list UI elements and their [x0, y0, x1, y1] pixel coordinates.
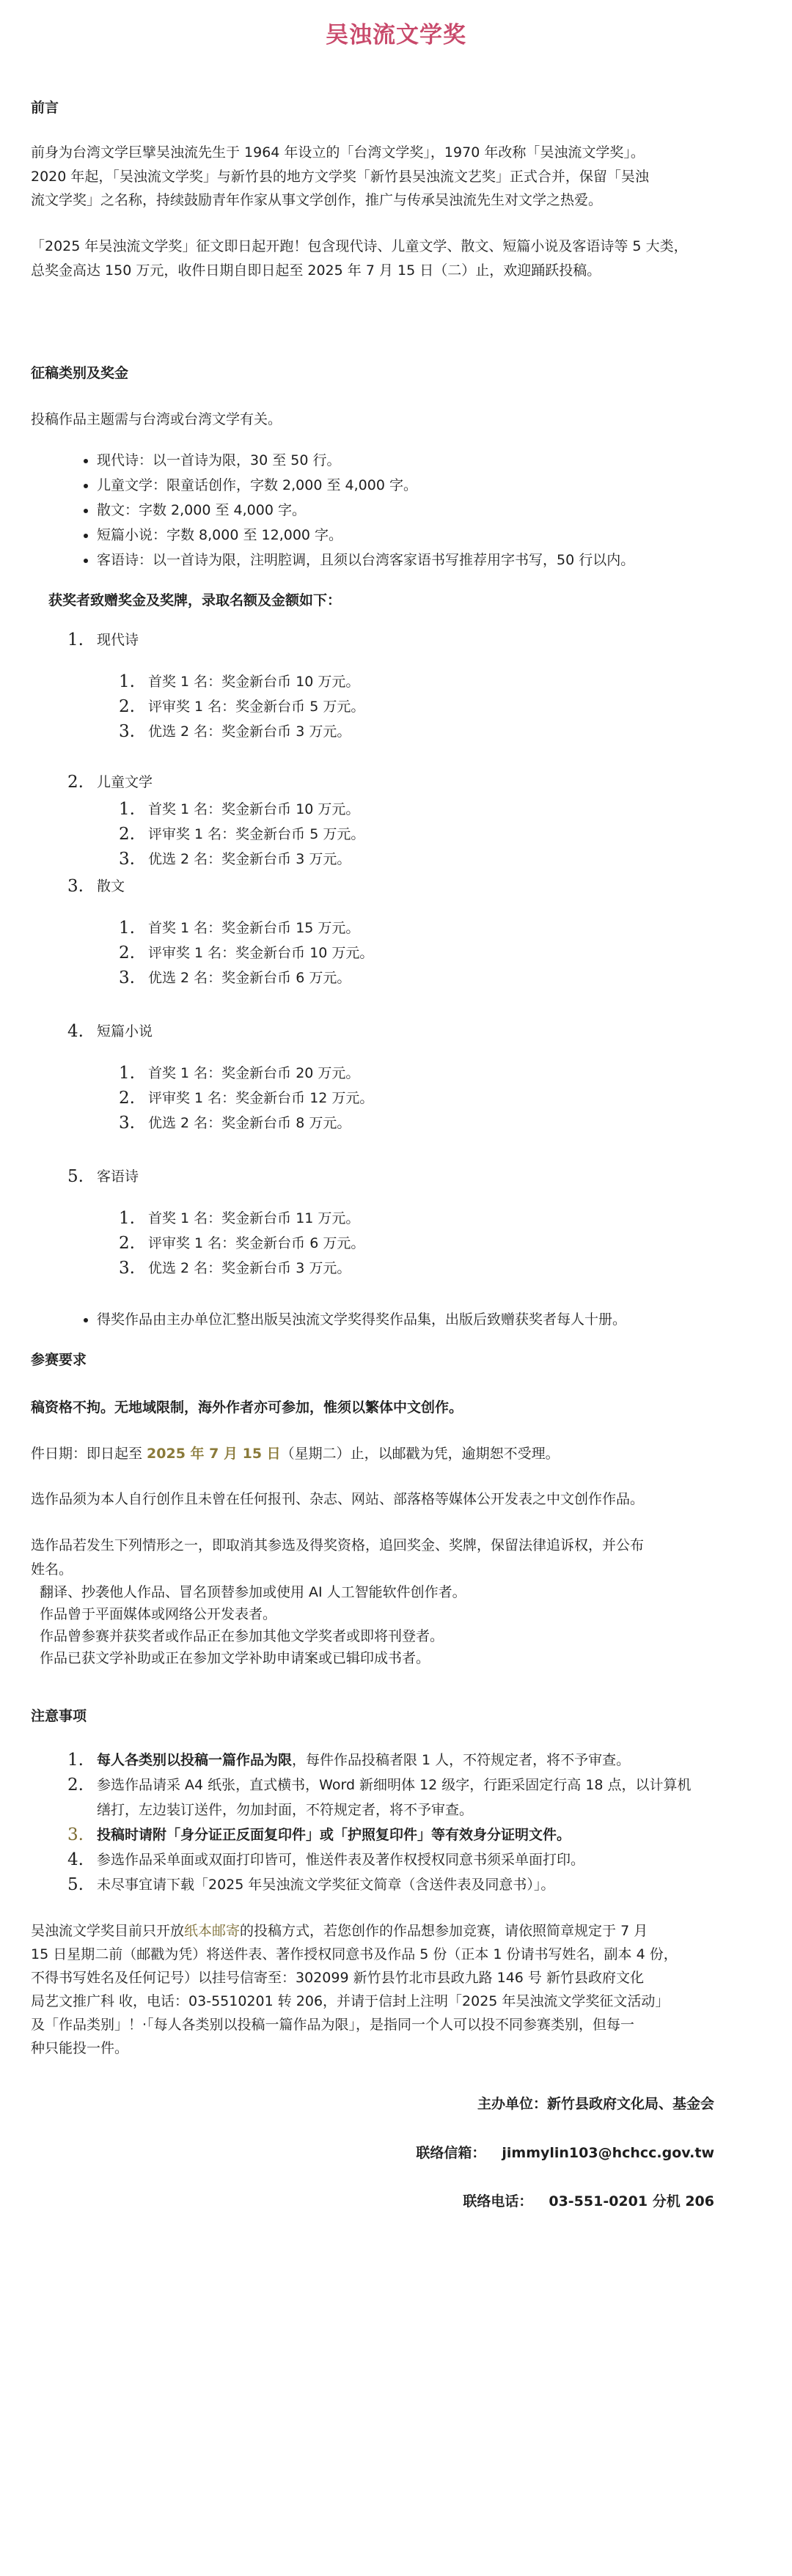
categories-intro: 投稿作品主题需与台湾或台湾文学有关。	[31, 411, 282, 428]
prize-list	[31, 625, 761, 655]
category-list	[31, 448, 761, 573]
mail-only-highlight: 纸本邮寄	[184, 1923, 241, 1940]
prize-category	[67, 625, 761, 655]
page-title: 吴浊流文学奖	[326, 22, 466, 48]
preface-paragraph-2: 「2025 年吴浊流文学奖」征文即日起开跑！包含现代诗、儿童文学、散文、短篇小说及客语诗等 5 大类， 总奖金高达 150 万元，收件日期自即日起至 2025 年 7 月 15 日（二）止，欢迎踊跃投稿。	[31, 238, 688, 279]
list-item: 3. 优选 2 名：奖金新台币 3 万元。	[119, 722, 351, 742]
list-item: 2. 评审奖 1 名：奖金新台币 5 万元。	[119, 825, 365, 844]
article-body	[0, 55, 792, 2214]
list-item: 3. 优选 2 名：奖金新台币 3 万元。	[119, 1259, 351, 1278]
eligibility-text: 稿资格不拘。无地域限制，海外作者亦可参加，惟须以繁体中文创作。	[31, 1399, 463, 1416]
prize-category	[67, 1162, 761, 1191]
list-item: 作品已获文学补助或正在参加文学补助申请案或已辑印成书者。	[40, 1650, 430, 1667]
list-item: 1. 首奖 1 名：奖金新台币 15 万元。	[119, 919, 360, 938]
list-item: • 现代诗：以一首诗为限，30 至 50 行。	[97, 448, 761, 473]
notes-list	[31, 1748, 761, 1897]
preface-heading: 前言	[31, 100, 59, 117]
prize-category-number: 2.	[67, 773, 84, 792]
requirements-heading: 参赛要求	[31, 1352, 87, 1369]
email-line	[31, 2141, 761, 2165]
list-item: 3. 优选 2 名：奖金新台币 8 万元。	[119, 1114, 351, 1133]
list-item: 2. 评审奖 1 名：奖金新台币 10 万元。	[119, 943, 374, 963]
list-item: 3. 优选 2 名：奖金新台币 6 万元。	[119, 968, 351, 988]
list-item: 1. 首奖 1 名：奖金新台币 11 万元。	[119, 1209, 360, 1229]
list-item: 1. 首奖 1 名：奖金新台币 10 万元。	[119, 672, 360, 692]
prize-category-name: 短篇小说	[97, 1023, 153, 1040]
list-item: 1. 首奖 1 名：奖金新台币 10 万元。	[119, 800, 360, 820]
list-item: 1. 每人各类别以投稿一篇作品为限，每件作品投稿者限 1 人，不符规定者，将不予审查。	[67, 1751, 631, 1770]
prize-category-number: 5.	[67, 1167, 84, 1187]
list-item: 2. 评审奖 1 名：奖金新台币 5 万元。	[119, 697, 365, 717]
list-item: • 儿童文学：限童话创作，字数 2,000 至 4,000 字。	[97, 473, 761, 498]
prize-category-name: 儿童文学	[97, 774, 153, 791]
phone-line	[31, 2190, 761, 2214]
deadline-text: 件日期：即日起至 2025 年 7 月 15 日（星期二）止，以邮戳为凭，逾期恕不受理。	[31, 1445, 560, 1462]
email-label: 联络信箱：	[416, 2144, 486, 2161]
disqualification-text: 选作品若发生下列情形之一，即取消其参选及得奖资格，追回奖金、奖牌，保留法律追诉权，并公布 姓名。	[31, 1537, 645, 1578]
list-item: 缮打，左边装订送件，勿加封面，不符规定者，将不予审查。	[97, 1802, 474, 1819]
categories-heading: 征稿类别及奖金	[31, 365, 129, 382]
prize-category-number: 3.	[67, 877, 84, 897]
list-item: • 客语诗：以一首诗为限，注明腔调，且须以台湾客家语书写推荐用字书写，50 行以内。	[97, 548, 761, 573]
list-item: 3. 优选 2 名：奖金新台币 3 万元。	[119, 850, 351, 869]
collection-note: • 得奖作品由主办单位汇整出版吴浊流文学奖得奖作品集，出版后致赠获奖者每人十册。	[97, 1307, 761, 1332]
prize-category-number: 1.	[67, 630, 84, 650]
list-item: 1. 首奖 1 名：奖金新台币 20 万元。	[119, 1064, 360, 1083]
prize-sublist	[31, 916, 761, 990]
prize-list	[31, 872, 761, 901]
disqualification-list	[31, 1581, 761, 1669]
list-item: 2. 参选作品请采 A4 纸张，直式横书，Word 新细明体 12 级字，行距采固定行高 18 点，以计算机	[67, 1775, 692, 1795]
closing-paragraph: 吴浊流文学奖目前只开放纸本邮寄的投稿方式，若您创作的作品想参加竞赛，请依照简章规定于 7 月 15 日星期二前（邮戳为凭）将送件表、著作授权同意书及作品 5 份（正本 1 份请书写姓名，副本 4 份， 不得书写姓名及任何记号）以挂号信寄至：302099 新竹县竹北市县政九路 146 号 新竹县政府文化 局艺文推广科 收，电话：03-5510201 转 206，并请于信封上注明「2025 年吴浊流文学奖征文活动」 及「作品类别」！·「每人各类别以投稿一篇作品为限」，是指同一个人可以投不同参赛类别，但每一 种只能投一件。	[31, 1923, 678, 2057]
prize-category-name: 现代诗	[97, 632, 139, 649]
prize-sublist	[31, 1061, 761, 1136]
prize-category	[67, 872, 761, 901]
prize-category-number: 4.	[67, 1022, 84, 1042]
prize-category-name: 散文	[97, 878, 125, 895]
email-link[interactable]: jimmylin103@hchcc.gov.tw	[502, 2144, 714, 2161]
list-item: 作品曾参赛并获奖者或作品正在参加其他文学奖者或即将刊登者。	[40, 1628, 444, 1645]
list-item: 2. 评审奖 1 名：奖金新台币 6 万元。	[119, 1234, 365, 1254]
originality-text: 选作品须为本人自行创作且未曾在任何报刊、杂志、网站、部落格等媒体公开发表之中文创作作品。	[31, 1491, 645, 1508]
list-item: • 散文：字数 2,000 至 4,000 字。	[97, 498, 761, 523]
prize-sublist	[31, 1206, 761, 1281]
organizer-label: 主办单位：	[477, 2096, 547, 2113]
list-item: 3. 投稿时请附「身分证正反面复印件」或「护照复印件」等有效身分证明文件。	[67, 1825, 571, 1845]
phone-label: 联络电话：	[463, 2193, 533, 2210]
list-item: 5. 未尽事宜请下载「2025 年吴浊流文学奖征文简章（含送件表及同意书）」。	[67, 1875, 555, 1895]
list-item: 翻译、抄袭他人作品、冒名顶替参加或使用 AI 人工智能软件创作者。	[40, 1584, 466, 1601]
prize-sublist	[31, 797, 761, 872]
list-item: • 短篇小说：字数 8,000 至 12,000 字。	[97, 523, 761, 548]
award-heading: 获奖者致赠奖金及奖牌，录取名额及金额如下：	[48, 592, 342, 608]
organizer-value: 新竹县政府文化局、基金会	[546, 2096, 714, 2113]
deadline-date: 2025 年 7 月 15 日	[147, 1445, 281, 1462]
prize-list	[31, 1017, 761, 1046]
preface-paragraph-1: 前身为台湾文学巨擘吴浊流先生于 1964 年设立的「台湾文学奖」，1970 年改称「吴浊流文学奖」。 2020 年起，「吴浊流文学奖」与新竹县的地方文学奖「新竹县吴浊流文艺奖」正式合并，保留「吴浊 流文学奖」之名称，持续鼓励青年作家从事文学创作，推广与传承吴浊流先生对文学之热爱。	[31, 144, 649, 209]
phone-number: 03-551-0201 分机 206	[549, 2193, 714, 2210]
list-item: 2. 评审奖 1 名：奖金新台币 12 万元。	[119, 1089, 374, 1108]
prize-sublist	[31, 669, 761, 744]
collection-note-list	[31, 1307, 761, 1332]
notes-heading: 注意事项	[31, 1708, 87, 1725]
prize-list	[31, 768, 761, 797]
prize-list	[31, 1162, 761, 1191]
list-item: 作品曾于平面媒体或网络公开发表者。	[40, 1606, 277, 1623]
prize-category-name: 客语诗	[97, 1169, 139, 1185]
prize-category	[67, 768, 761, 797]
organizer-line	[31, 2092, 761, 2116]
prize-category	[67, 1017, 761, 1046]
list-item: 4. 参选作品采单面或双面打印皆可，惟送件表及著作权授权同意书须采单面打印。	[67, 1850, 585, 1870]
